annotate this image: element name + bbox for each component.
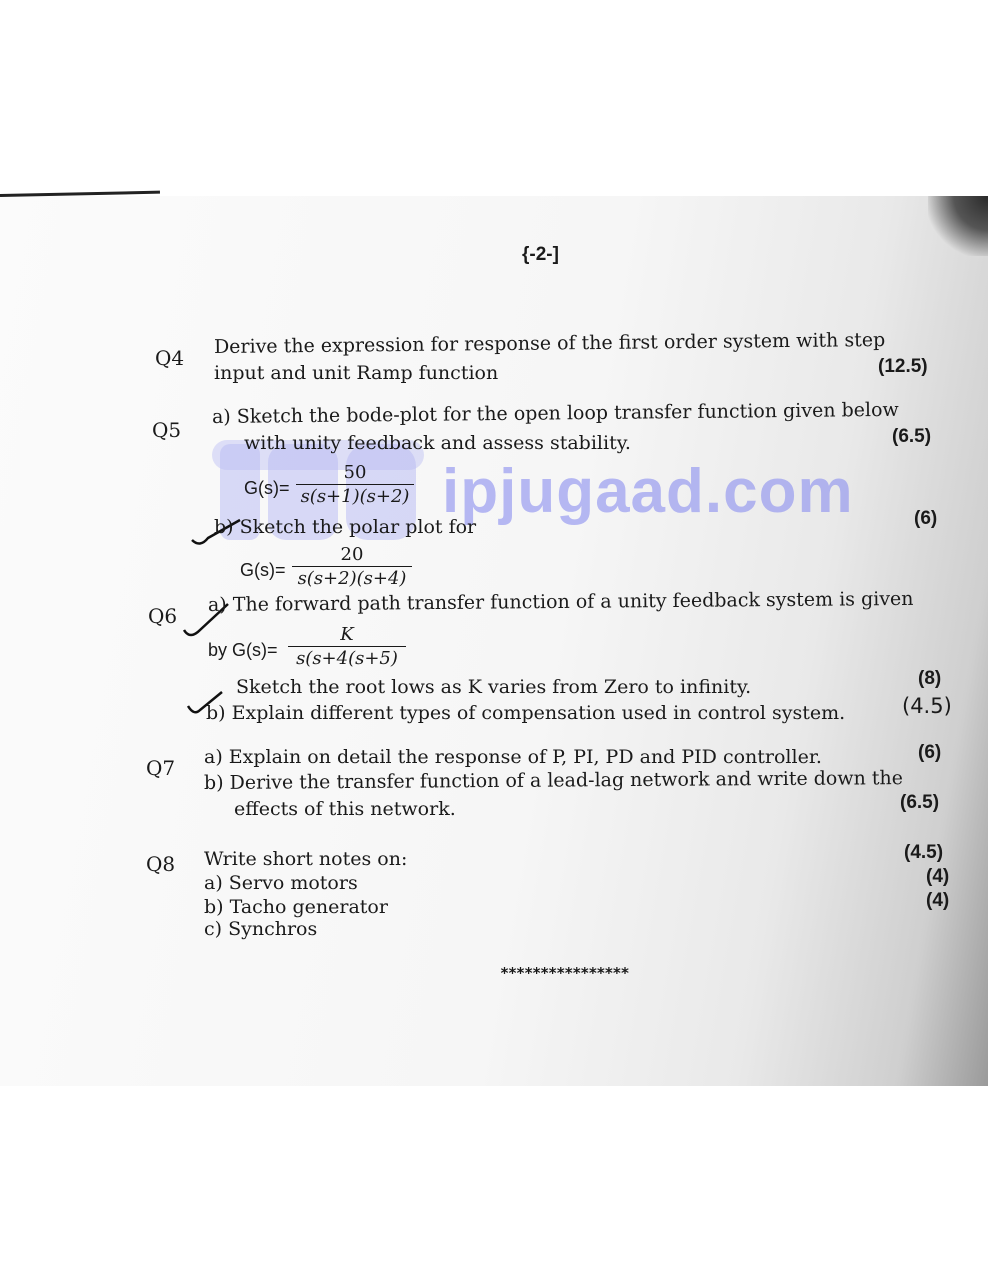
q6a-transfer-fraction: [288, 624, 406, 669]
q6a-by-gs-label: by G(s)=: [208, 640, 278, 660]
q6a-text-line3: Sketch the root lows as K varies from Zero to infinity.: [236, 676, 752, 698]
q6b-marks-handwritten: (4.5): [902, 694, 952, 718]
q5b-marks: (6): [914, 508, 938, 529]
q8a-text: a) Servo motors: [204, 872, 358, 894]
q5-label: Q5: [152, 418, 182, 442]
q8-label: Q8: [146, 852, 176, 876]
q7a-marks: (6): [918, 742, 942, 763]
q5a-gs-label: G(s)=: [244, 478, 290, 498]
q5a-denominator: s(s+1)(s+2): [300, 486, 410, 507]
end-of-paper-marker: ****************: [500, 964, 629, 982]
q8b-marks: (4): [926, 890, 950, 911]
q5a-marks: (6.5): [892, 426, 932, 447]
q6a-denominator: s(s+4(s+5): [296, 648, 398, 669]
q5a-text-line2: with unity feedback and assess stability.: [244, 432, 631, 454]
q4-text-line1: Derive the expression for response of the first order system with step: [213, 328, 886, 358]
q8-intro: Write short notes on:: [204, 848, 408, 870]
q6-label: Q6: [148, 604, 178, 628]
shadow-corner: [928, 196, 988, 256]
q7-label: Q7: [146, 756, 176, 780]
q5b-text: b) Sketch the polar plot for: [214, 516, 477, 538]
q8b-text: b) Tacho generator: [204, 896, 388, 918]
q7b-text-line2: effects of this network.: [234, 798, 456, 820]
q8c-text: c) Synchros: [204, 918, 318, 940]
q5a-text-line1: a) Sketch the bode-plot for the open loop transfer function given below: [211, 398, 899, 428]
q6a-numerator: K: [288, 624, 406, 647]
q6b-text: b) Explain different types of compensation used in control system.: [206, 702, 846, 724]
q4-label: Q4: [155, 346, 185, 370]
q5a-transfer-fraction: [296, 462, 414, 507]
q4-marks: (12.5): [878, 356, 928, 377]
q5b-denominator: s(s+2)(s+4): [297, 568, 407, 589]
q6a-text-line1: a) The forward path transfer function of a unity feedback system is given: [207, 587, 914, 616]
q8-intro-marks: (4.5): [904, 842, 944, 863]
q8a-marks: (4): [926, 866, 950, 887]
q4-text-line2: input and unit Ramp function: [214, 362, 499, 384]
page-number: {-2-]: [522, 244, 559, 265]
watermark-site-text: ipjugaad.com: [442, 457, 854, 526]
q7b-marks: (6.5): [900, 792, 940, 813]
q5a-numerator: 50: [296, 462, 414, 485]
q5b-transfer-fraction: [292, 544, 412, 589]
q7a-text: a) Explain on detail the response of P, PI, PD and PID controller.: [204, 746, 822, 768]
q5b-numerator: 20: [292, 544, 412, 567]
q6a-marks: (8): [918, 668, 942, 689]
q5b-gs-label: G(s)=: [240, 560, 286, 580]
q7b-text-line1: b) Derive the transfer function of a lead-lag network and write down the: [203, 767, 904, 794]
